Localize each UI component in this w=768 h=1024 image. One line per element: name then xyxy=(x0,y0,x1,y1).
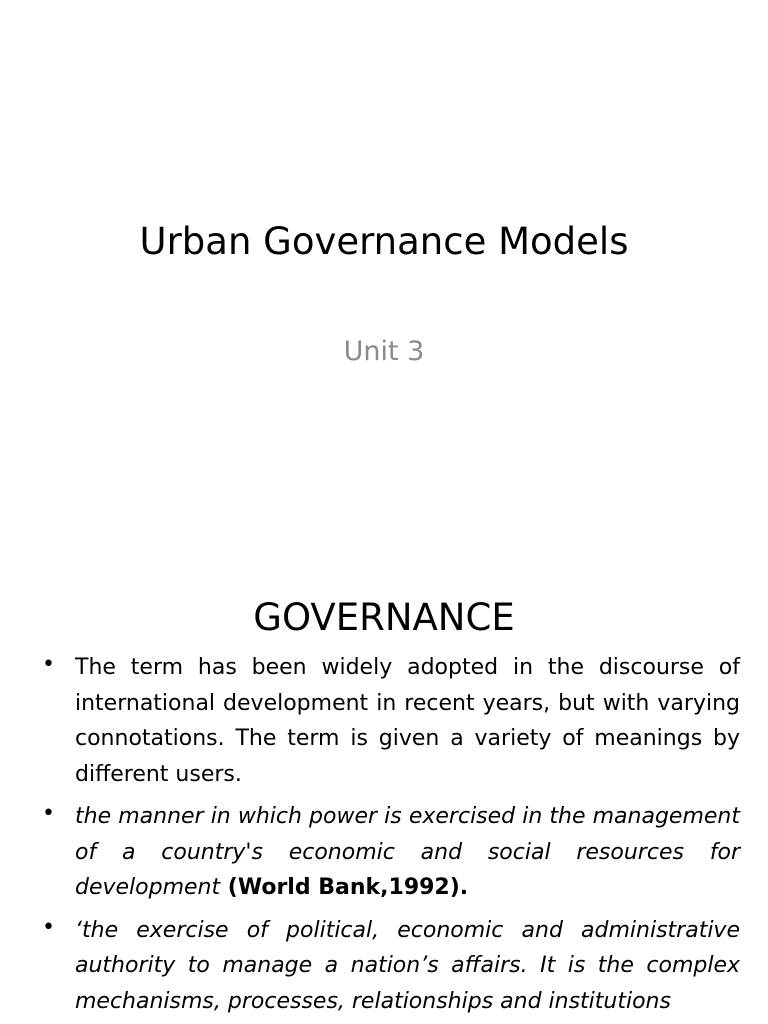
bullet-text: The term has been widely adopted in the discourse of international development in recent years, but with varying connotations. The term is given a variety of meanings by different users. xyxy=(75,655,740,787)
presentation-subtitle: Unit 3 xyxy=(343,336,425,367)
bullet-item xyxy=(42,799,740,906)
bullet-quote: ‘the exercise of political, economic and administrative authority to manage a nation’s affairs. It is the complex mechanisms, processes, relationships and institutions xyxy=(75,917,740,1014)
bullet-icon: • xyxy=(42,801,55,826)
governance-slide xyxy=(0,576,768,1024)
bullet-list xyxy=(42,650,740,1024)
bullet-item xyxy=(42,650,740,792)
presentation-title: Urban Governance Models xyxy=(139,220,629,263)
bullet-icon: • xyxy=(42,652,55,677)
bullet-icon: • xyxy=(42,914,55,940)
bullet-citation: (World Bank,1992). xyxy=(220,875,469,900)
slide-title: GOVERNANCE xyxy=(253,596,515,639)
bullet-quote: the manner in which power is exercised in the management of a country's economic and social resources for development xyxy=(75,804,740,900)
bullet-item xyxy=(42,913,740,1020)
